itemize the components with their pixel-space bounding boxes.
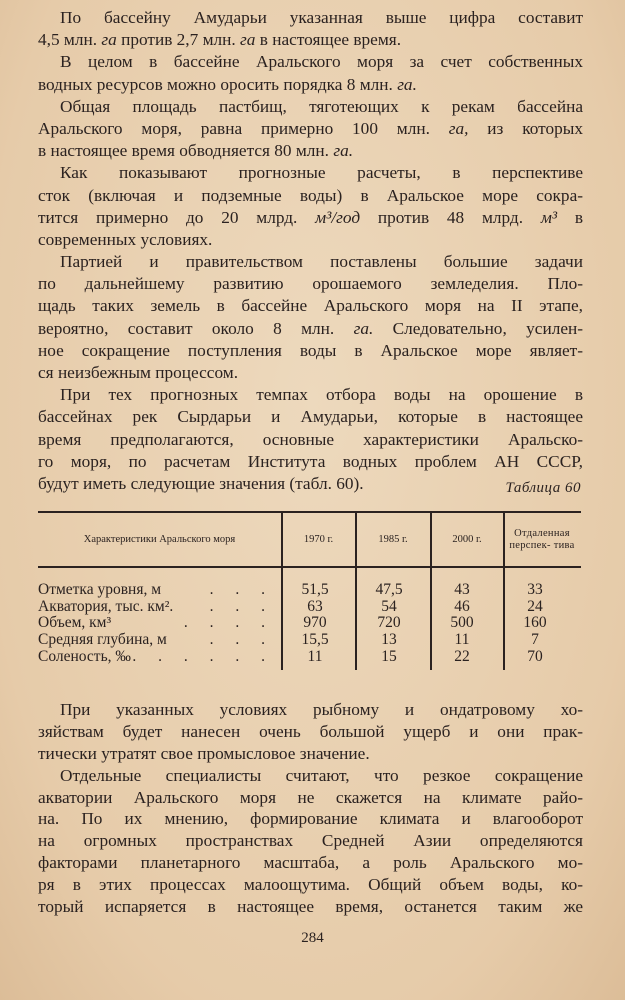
text-line bbox=[38, 787, 583, 809]
table-row bbox=[38, 615, 581, 632]
text-segment: При указанных условиях рыбному и ондатровому хо- bbox=[60, 700, 583, 719]
text-segment: на огромных пространствах Средней Азии определяются bbox=[38, 831, 583, 851]
leader-dots: . . . . bbox=[183, 614, 274, 632]
text-segment: га. bbox=[353, 318, 374, 338]
text-segment: акватории Аральского моря не скажется на климате райо- bbox=[38, 787, 583, 807]
text-line bbox=[38, 808, 583, 830]
row-label: Отметка уровня, м bbox=[38, 581, 162, 598]
cell-value: 13 bbox=[381, 631, 397, 649]
text-segment: м³/год bbox=[315, 207, 361, 227]
text-segment: в настоящее время обводняется 80 млн. bbox=[38, 141, 334, 161]
cell-value: 15,5 bbox=[301, 631, 329, 649]
leader-dots: . . . . . . bbox=[132, 647, 274, 665]
cell-value: 500 bbox=[450, 614, 474, 632]
text-line bbox=[38, 699, 583, 721]
text-segment: 4,5 млн. bbox=[38, 30, 102, 50]
text-segment: В целом в бассейне Аральского моря за счет собственных bbox=[60, 52, 583, 72]
text-segment: сток (включая и подземные воды) в Аральское море сокра- bbox=[38, 185, 583, 205]
text-line bbox=[38, 207, 583, 229]
text-segment: вероятно, составит около 8 млн. bbox=[38, 318, 354, 338]
text-line bbox=[38, 473, 583, 495]
text-segment: водных ресурсов можно оросить порядка 8 млн. bbox=[38, 74, 398, 94]
text-segment: по дальнейшему развитию орошаемого земледелия. Пло- bbox=[38, 274, 583, 294]
table-header-1970: 1970 г. bbox=[303, 533, 334, 545]
text-segment: ся неизбежным процессом. bbox=[38, 363, 239, 382]
text-line bbox=[38, 362, 583, 384]
text-line bbox=[38, 830, 583, 852]
text-line bbox=[38, 118, 583, 140]
table-header-characteristics: Характеристики Аральского моря bbox=[83, 533, 236, 545]
text-segment: га, bbox=[448, 118, 469, 138]
leader-dots: . . . bbox=[209, 597, 274, 615]
text-line bbox=[38, 185, 583, 207]
cell-value: 46 bbox=[454, 597, 470, 615]
text-segment: га bbox=[240, 30, 256, 50]
text-line bbox=[38, 140, 583, 162]
cell-value: 7 bbox=[531, 631, 539, 649]
row-label: Объем, км³ bbox=[38, 614, 112, 632]
text-segment: м³ bbox=[540, 207, 558, 227]
table-caption: Таблица 60 bbox=[505, 480, 581, 496]
text-line bbox=[38, 721, 583, 743]
text-segment: тически утратят свое промысловое значение. bbox=[38, 743, 370, 763]
text-segment: При тех прогнозных темпах отбора воды на орошение в bbox=[60, 385, 583, 405]
table-header-2000: 2000 г. bbox=[452, 533, 482, 545]
text-line bbox=[38, 852, 583, 874]
table-row bbox=[38, 599, 581, 616]
cell-value: 24 bbox=[527, 597, 543, 615]
text-line bbox=[38, 96, 583, 118]
text-segment: бассейнах рек Сырдарьи и Амударьи, которые в настоящее bbox=[38, 407, 583, 427]
page-number: 284 bbox=[301, 930, 324, 946]
text-line bbox=[38, 340, 583, 362]
text-segment: из которых bbox=[468, 118, 583, 138]
text-segment: против 48 млрд. bbox=[360, 207, 541, 227]
text-segment: в настоящее время. bbox=[255, 30, 402, 50]
row-label: Средняя глубина, м bbox=[38, 631, 167, 649]
text-line bbox=[38, 7, 583, 29]
text-segment: ря в этих процессах малоощутима. Общий объем воды, ко- bbox=[38, 875, 583, 895]
text-line bbox=[38, 874, 583, 896]
text-segment: Партией и правительством поставлены большие задачи bbox=[60, 252, 583, 272]
text-segment: По бассейну Амударьи указанная выше цифра составит bbox=[60, 8, 583, 27]
cell-value: 11 bbox=[454, 631, 470, 649]
cell-value: 22 bbox=[454, 647, 470, 665]
text-segment: в bbox=[557, 207, 583, 227]
text-segment: на. По их мнению, формирование климата и влагооборот bbox=[38, 809, 583, 829]
table-header-1985: 1985 г. bbox=[378, 533, 408, 545]
text-segment: щадь таких земель в бассейне Аральского моря на II этапе, bbox=[38, 296, 583, 316]
text-line bbox=[38, 273, 583, 295]
body-text-bottom bbox=[38, 699, 583, 918]
text-line bbox=[38, 743, 583, 765]
text-segment: будут иметь следующие значения (табл. 60). bbox=[38, 473, 364, 493]
text-line bbox=[38, 251, 583, 273]
row-label: Акватория, тыс. км². bbox=[38, 597, 174, 615]
cell-value: 160 bbox=[523, 614, 547, 632]
text-segment: против 2,7 млн. bbox=[116, 30, 241, 50]
text-segment: факторами планетарного масштаба, а роль Аральского мо- bbox=[38, 853, 583, 873]
text-segment: Общая площадь пастбищ, тяготеющих к рекам бассейна bbox=[60, 96, 583, 116]
table-header-distant-perspective: Отдаленная перспек- тива bbox=[509, 527, 575, 551]
text-segment: ное сокращение поступления воды в Аральское море являет- bbox=[38, 340, 583, 360]
text-segment: тится примерно до 20 млрд. bbox=[38, 207, 316, 227]
text-line bbox=[38, 765, 583, 787]
cell-value: 47,5 bbox=[375, 581, 403, 598]
cell-value: 33 bbox=[527, 581, 543, 598]
text-line bbox=[38, 384, 583, 406]
row-label: Соленость, ‰ bbox=[38, 647, 131, 665]
cell-value: 43 bbox=[454, 581, 470, 598]
text-line bbox=[38, 51, 583, 73]
cell-value: 51,5 bbox=[301, 581, 329, 598]
text-segment: Следовательно, усилен- bbox=[373, 318, 583, 338]
text-line bbox=[38, 229, 583, 251]
text-segment: современных условиях. bbox=[38, 229, 213, 249]
text-segment: зяйствам будет нанесен очень большой ущерб и они прак- bbox=[38, 721, 583, 741]
cell-value: 54 bbox=[381, 597, 397, 615]
text-segment: Отдельные специалисты считают, что резкое сокращение bbox=[60, 765, 583, 785]
text-line bbox=[38, 318, 583, 340]
table-row bbox=[38, 649, 581, 666]
text-line bbox=[38, 406, 583, 428]
text-segment: га. bbox=[333, 141, 354, 161]
table-row bbox=[38, 582, 581, 599]
cell-value: 970 bbox=[303, 614, 327, 632]
text-line bbox=[38, 29, 583, 51]
cell-value: 11 bbox=[307, 647, 323, 665]
cell-value: 720 bbox=[377, 614, 401, 632]
text-segment: го моря, по расчетам Института водных проблем АН СССР, bbox=[38, 451, 583, 471]
text-segment: Как показывают прогнозные расчеты, в перспективе bbox=[60, 163, 583, 183]
text-segment: га bbox=[101, 30, 117, 50]
text-line bbox=[38, 162, 583, 184]
leader-dots: . . . bbox=[209, 631, 274, 649]
text-line bbox=[38, 295, 583, 317]
body-text-top bbox=[38, 7, 583, 495]
text-line bbox=[38, 451, 583, 473]
cell-value: 70 bbox=[527, 647, 543, 665]
table-row bbox=[38, 632, 581, 649]
text-line bbox=[38, 74, 583, 96]
leader-dots: . . . bbox=[209, 581, 274, 598]
text-segment: торый испаряется в настоящее время, останется таким же bbox=[38, 897, 583, 917]
text-line bbox=[38, 429, 583, 451]
text-segment: Аральского моря, равна примерно 100 млн. bbox=[38, 118, 449, 138]
text-segment: время предполагаются, основные характеристики Аральско- bbox=[38, 429, 583, 449]
text-segment: га. bbox=[397, 74, 417, 94]
cell-value: 63 bbox=[307, 597, 323, 615]
text-line bbox=[38, 896, 583, 918]
cell-value: 15 bbox=[381, 647, 397, 665]
